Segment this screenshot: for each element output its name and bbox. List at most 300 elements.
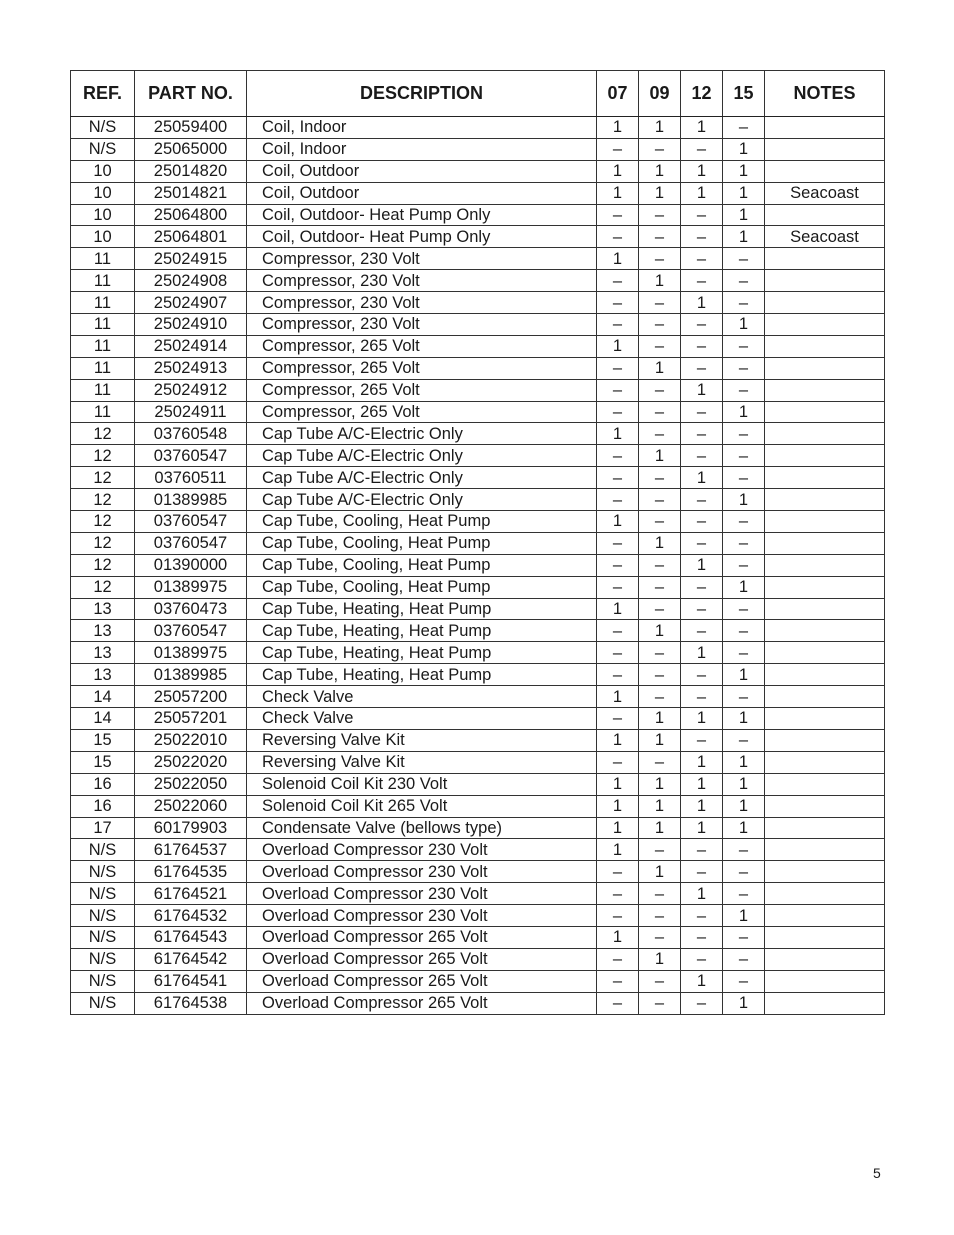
model-07-cell: – <box>597 314 639 336</box>
model-15-cell: – <box>723 117 765 139</box>
ref-cell: 10 <box>71 226 135 248</box>
ref-cell: 14 <box>71 708 135 730</box>
model-07-cell: – <box>597 620 639 642</box>
model-12-cell: 1 <box>681 292 723 314</box>
model-15-cell: 1 <box>723 138 765 160</box>
model-09-cell: – <box>639 204 681 226</box>
model-15-cell: – <box>723 423 765 445</box>
ref-cell: 13 <box>71 598 135 620</box>
table-row <box>71 686 885 708</box>
table-row <box>71 664 885 686</box>
part-no-cell: 61764532 <box>135 905 247 927</box>
part-no-cell: 25064800 <box>135 204 247 226</box>
description-cell: Compressor, 230 Volt <box>247 248 597 270</box>
description-cell: Cap Tube, Cooling, Heat Pump <box>247 511 597 533</box>
ref-cell: 10 <box>71 204 135 226</box>
model-15-cell: 1 <box>723 664 765 686</box>
ref-cell: 14 <box>71 686 135 708</box>
model-15-cell: – <box>723 379 765 401</box>
model-12-cell: – <box>681 686 723 708</box>
notes-cell <box>765 686 885 708</box>
table-row <box>71 204 885 226</box>
model-07-cell: – <box>597 445 639 467</box>
notes-cell <box>765 335 885 357</box>
ref-cell: 11 <box>71 357 135 379</box>
ref-cell: 12 <box>71 489 135 511</box>
model-12-cell: – <box>681 489 723 511</box>
model-12-cell: 1 <box>681 160 723 182</box>
notes-cell <box>765 445 885 467</box>
notes-cell <box>765 357 885 379</box>
table-row <box>71 948 885 970</box>
model-15-cell: 1 <box>723 401 765 423</box>
model-12-cell: – <box>681 729 723 751</box>
description-cell: Overload Compressor 265 Volt <box>247 970 597 992</box>
parts-table <box>70 70 885 1015</box>
description-cell: Cap Tube A/C-Electric Only <box>247 445 597 467</box>
notes-cell <box>765 642 885 664</box>
part-no-cell: 25022050 <box>135 773 247 795</box>
table-row <box>71 532 885 554</box>
header-model-09: 09 <box>639 71 681 117</box>
table-row <box>71 729 885 751</box>
part-no-cell: 25024908 <box>135 270 247 292</box>
page-number: 5 <box>873 1165 881 1181</box>
part-no-cell: 25024910 <box>135 314 247 336</box>
notes-cell <box>765 117 885 139</box>
notes-cell <box>765 598 885 620</box>
model-15-cell: – <box>723 292 765 314</box>
ref-cell: N/S <box>71 905 135 927</box>
description-cell: Cap Tube, Heating, Heat Pump <box>247 642 597 664</box>
model-12-cell: – <box>681 948 723 970</box>
model-12-cell: – <box>681 839 723 861</box>
ref-cell: 17 <box>71 817 135 839</box>
model-07-cell: 1 <box>597 598 639 620</box>
notes-cell: Seacoast <box>765 226 885 248</box>
table-row <box>71 554 885 576</box>
model-12-cell: – <box>681 248 723 270</box>
model-07-cell: – <box>597 992 639 1014</box>
part-no-cell: 25059400 <box>135 117 247 139</box>
model-07-cell: – <box>597 708 639 730</box>
notes-cell <box>765 839 885 861</box>
model-07-cell: – <box>597 554 639 576</box>
description-cell: Cap Tube, Cooling, Heat Pump <box>247 576 597 598</box>
description-cell: Compressor, 230 Volt <box>247 270 597 292</box>
part-no-cell: 25024915 <box>135 248 247 270</box>
table-row <box>71 992 885 1014</box>
model-09-cell: – <box>639 226 681 248</box>
description-cell: Overload Compressor 265 Volt <box>247 992 597 1014</box>
model-09-cell: – <box>639 905 681 927</box>
model-12-cell: – <box>681 926 723 948</box>
part-no-cell: 25022060 <box>135 795 247 817</box>
part-no-cell: 01389985 <box>135 489 247 511</box>
part-no-cell: 01389975 <box>135 642 247 664</box>
model-07-cell: – <box>597 948 639 970</box>
model-15-cell: 1 <box>723 576 765 598</box>
description-cell: Solenoid Coil Kit 230 Volt <box>247 773 597 795</box>
model-12-cell: – <box>681 598 723 620</box>
description-cell: Check Valve <box>247 708 597 730</box>
notes-cell <box>765 708 885 730</box>
table-row <box>71 817 885 839</box>
description-cell: Overload Compressor 230 Volt <box>247 905 597 927</box>
table-row <box>71 905 885 927</box>
part-no-cell: 03760511 <box>135 467 247 489</box>
model-12-cell: – <box>681 357 723 379</box>
model-07-cell: 1 <box>597 248 639 270</box>
ref-cell: 11 <box>71 335 135 357</box>
model-12-cell: – <box>681 226 723 248</box>
part-no-cell: 25057201 <box>135 708 247 730</box>
ref-cell: 11 <box>71 270 135 292</box>
model-12-cell: 1 <box>681 795 723 817</box>
notes-cell <box>765 554 885 576</box>
notes-cell <box>765 576 885 598</box>
ref-cell: 11 <box>71 292 135 314</box>
model-07-cell: – <box>597 532 639 554</box>
ref-cell: 12 <box>71 445 135 467</box>
part-no-cell: 03760548 <box>135 423 247 445</box>
model-12-cell: 1 <box>681 117 723 139</box>
ref-cell: N/S <box>71 992 135 1014</box>
part-no-cell: 61764521 <box>135 883 247 905</box>
ref-cell: 12 <box>71 511 135 533</box>
table-row <box>71 861 885 883</box>
notes-cell <box>765 292 885 314</box>
model-07-cell: 1 <box>597 182 639 204</box>
notes-cell <box>765 489 885 511</box>
ref-cell: N/S <box>71 948 135 970</box>
model-12-cell: – <box>681 532 723 554</box>
model-09-cell: – <box>639 248 681 270</box>
description-cell: Cap Tube A/C-Electric Only <box>247 489 597 511</box>
parts-table-body <box>71 117 885 1015</box>
table-row <box>71 248 885 270</box>
model-12-cell: – <box>681 861 723 883</box>
model-09-cell: 1 <box>639 160 681 182</box>
model-12-cell: 1 <box>681 467 723 489</box>
notes-cell <box>765 423 885 445</box>
ref-cell: 13 <box>71 642 135 664</box>
model-12-cell: 1 <box>681 379 723 401</box>
part-no-cell: 61764543 <box>135 926 247 948</box>
model-12-cell: – <box>681 335 723 357</box>
ref-cell: 12 <box>71 423 135 445</box>
notes-cell <box>765 926 885 948</box>
table-row <box>71 926 885 948</box>
model-15-cell: 1 <box>723 160 765 182</box>
model-15-cell: – <box>723 598 765 620</box>
notes-cell <box>765 138 885 160</box>
model-15-cell: 1 <box>723 905 765 927</box>
notes-cell <box>765 467 885 489</box>
table-row <box>71 182 885 204</box>
part-no-cell: 03760473 <box>135 598 247 620</box>
model-15-cell: 1 <box>723 708 765 730</box>
model-09-cell: – <box>639 642 681 664</box>
notes-cell <box>765 160 885 182</box>
description-cell: Compressor, 230 Volt <box>247 314 597 336</box>
model-07-cell: 1 <box>597 511 639 533</box>
model-07-cell: 1 <box>597 795 639 817</box>
model-09-cell: – <box>639 401 681 423</box>
description-cell: Coil, Indoor <box>247 117 597 139</box>
table-row <box>71 598 885 620</box>
model-12-cell: 1 <box>681 708 723 730</box>
part-no-cell: 61764538 <box>135 992 247 1014</box>
part-no-cell: 61764542 <box>135 948 247 970</box>
model-15-cell: – <box>723 642 765 664</box>
table-row <box>71 467 885 489</box>
model-09-cell: – <box>639 598 681 620</box>
model-12-cell: – <box>681 401 723 423</box>
model-07-cell: – <box>597 401 639 423</box>
model-15-cell: 1 <box>723 773 765 795</box>
table-row <box>71 357 885 379</box>
model-15-cell: – <box>723 839 765 861</box>
model-12-cell: – <box>681 576 723 598</box>
notes-cell <box>765 817 885 839</box>
part-no-cell: 25064801 <box>135 226 247 248</box>
description-cell: Overload Compressor 265 Volt <box>247 926 597 948</box>
model-07-cell: – <box>597 226 639 248</box>
model-15-cell: – <box>723 883 765 905</box>
description-cell: Check Valve <box>247 686 597 708</box>
model-12-cell: – <box>681 270 723 292</box>
description-cell: Coil, Outdoor- Heat Pump Only <box>247 204 597 226</box>
part-no-cell: 01389985 <box>135 664 247 686</box>
description-cell: Cap Tube, Cooling, Heat Pump <box>247 532 597 554</box>
model-07-cell: – <box>597 489 639 511</box>
model-09-cell: – <box>639 926 681 948</box>
header-model-07: 07 <box>597 71 639 117</box>
table-row <box>71 445 885 467</box>
table-row <box>71 160 885 182</box>
header-part-no: PART NO. <box>135 71 247 117</box>
model-09-cell: – <box>639 335 681 357</box>
model-09-cell: – <box>639 314 681 336</box>
model-09-cell: – <box>639 576 681 598</box>
part-no-cell: 01389975 <box>135 576 247 598</box>
ref-cell: 11 <box>71 314 135 336</box>
model-07-cell: 1 <box>597 773 639 795</box>
part-no-cell: 25057200 <box>135 686 247 708</box>
model-09-cell: – <box>639 992 681 1014</box>
part-no-cell: 25024911 <box>135 401 247 423</box>
description-cell: Coil, Outdoor <box>247 160 597 182</box>
model-07-cell: – <box>597 379 639 401</box>
description-cell: Compressor, 265 Volt <box>247 401 597 423</box>
header-description: DESCRIPTION <box>247 71 597 117</box>
model-12-cell: 1 <box>681 554 723 576</box>
model-12-cell: 1 <box>681 642 723 664</box>
model-09-cell: 1 <box>639 708 681 730</box>
model-12-cell: – <box>681 138 723 160</box>
model-09-cell: – <box>639 883 681 905</box>
table-row <box>71 292 885 314</box>
description-cell: Reversing Valve Kit <box>247 751 597 773</box>
notes-cell <box>765 664 885 686</box>
notes-cell <box>765 751 885 773</box>
table-row <box>71 379 885 401</box>
model-15-cell: – <box>723 335 765 357</box>
header-ref: REF. <box>71 71 135 117</box>
model-12-cell: – <box>681 204 723 226</box>
notes-cell <box>765 532 885 554</box>
notes-cell <box>765 204 885 226</box>
model-12-cell: – <box>681 664 723 686</box>
model-12-cell: 1 <box>681 182 723 204</box>
part-no-cell: 25065000 <box>135 138 247 160</box>
model-07-cell: – <box>597 905 639 927</box>
model-15-cell: – <box>723 532 765 554</box>
model-09-cell: 1 <box>639 117 681 139</box>
table-row <box>71 839 885 861</box>
model-09-cell: – <box>639 970 681 992</box>
table-row <box>71 620 885 642</box>
model-07-cell: – <box>597 642 639 664</box>
model-12-cell: 1 <box>681 773 723 795</box>
model-09-cell: – <box>639 138 681 160</box>
model-15-cell: – <box>723 948 765 970</box>
part-no-cell: 25014821 <box>135 182 247 204</box>
table-row <box>71 138 885 160</box>
table-row <box>71 270 885 292</box>
table-row <box>71 576 885 598</box>
model-09-cell: – <box>639 489 681 511</box>
model-07-cell: – <box>597 576 639 598</box>
header-model-12: 12 <box>681 71 723 117</box>
model-12-cell: – <box>681 445 723 467</box>
model-07-cell: – <box>597 270 639 292</box>
table-row <box>71 773 885 795</box>
description-cell: Cap Tube, Heating, Heat Pump <box>247 664 597 686</box>
model-09-cell: 1 <box>639 357 681 379</box>
part-no-cell: 61764541 <box>135 970 247 992</box>
part-no-cell: 25022020 <box>135 751 247 773</box>
model-12-cell: 1 <box>681 817 723 839</box>
notes-cell <box>765 401 885 423</box>
model-07-cell: 1 <box>597 117 639 139</box>
notes-cell: Seacoast <box>765 182 885 204</box>
model-07-cell: – <box>597 664 639 686</box>
notes-cell <box>765 883 885 905</box>
header-notes: NOTES <box>765 71 885 117</box>
ref-cell: 16 <box>71 795 135 817</box>
model-15-cell: – <box>723 970 765 992</box>
part-no-cell: 25014820 <box>135 160 247 182</box>
model-09-cell: 1 <box>639 182 681 204</box>
table-row <box>71 883 885 905</box>
part-no-cell: 25024907 <box>135 292 247 314</box>
ref-cell: 12 <box>71 554 135 576</box>
model-15-cell: 1 <box>723 182 765 204</box>
ref-cell: 10 <box>71 160 135 182</box>
model-09-cell: 1 <box>639 729 681 751</box>
model-15-cell: 1 <box>723 992 765 1014</box>
part-no-cell: 25022010 <box>135 729 247 751</box>
model-09-cell: – <box>639 839 681 861</box>
model-07-cell: 1 <box>597 839 639 861</box>
ref-cell: N/S <box>71 861 135 883</box>
part-no-cell: 25024913 <box>135 357 247 379</box>
ref-cell: 11 <box>71 379 135 401</box>
table-row <box>71 226 885 248</box>
ref-cell: N/S <box>71 883 135 905</box>
model-12-cell: – <box>681 314 723 336</box>
model-09-cell: 1 <box>639 445 681 467</box>
notes-cell <box>765 248 885 270</box>
description-cell: Condensate Valve (bellows type) <box>247 817 597 839</box>
model-15-cell: – <box>723 511 765 533</box>
model-07-cell: – <box>597 357 639 379</box>
description-cell: Overload Compressor 230 Volt <box>247 861 597 883</box>
part-no-cell: 03760547 <box>135 511 247 533</box>
notes-cell <box>765 905 885 927</box>
description-cell: Cap Tube A/C-Electric Only <box>247 423 597 445</box>
table-header-row <box>71 71 885 117</box>
header-model-15: 15 <box>723 71 765 117</box>
model-15-cell: 1 <box>723 204 765 226</box>
part-no-cell: 01390000 <box>135 554 247 576</box>
ref-cell: 12 <box>71 532 135 554</box>
description-cell: Coil, Outdoor- Heat Pump Only <box>247 226 597 248</box>
model-07-cell: – <box>597 138 639 160</box>
model-15-cell: 1 <box>723 751 765 773</box>
notes-cell <box>765 795 885 817</box>
model-07-cell: 1 <box>597 686 639 708</box>
model-07-cell: 1 <box>597 335 639 357</box>
notes-cell <box>765 620 885 642</box>
ref-cell: N/S <box>71 117 135 139</box>
ref-cell: 16 <box>71 773 135 795</box>
model-07-cell: 1 <box>597 423 639 445</box>
notes-cell <box>765 729 885 751</box>
description-cell: Cap Tube, Heating, Heat Pump <box>247 620 597 642</box>
notes-cell <box>765 948 885 970</box>
description-cell: Cap Tube A/C-Electric Only <box>247 467 597 489</box>
notes-cell <box>765 379 885 401</box>
ref-cell: N/S <box>71 138 135 160</box>
part-no-cell: 60179903 <box>135 817 247 839</box>
description-cell: Compressor, 265 Volt <box>247 357 597 379</box>
part-no-cell: 25024914 <box>135 335 247 357</box>
model-15-cell: 1 <box>723 795 765 817</box>
description-cell: Compressor, 230 Volt <box>247 292 597 314</box>
ref-cell: N/S <box>71 970 135 992</box>
description-cell: Overload Compressor 265 Volt <box>247 948 597 970</box>
model-07-cell: – <box>597 861 639 883</box>
notes-cell <box>765 992 885 1014</box>
description-cell: Coil, Outdoor <box>247 182 597 204</box>
model-12-cell: 1 <box>681 970 723 992</box>
notes-cell <box>765 970 885 992</box>
notes-cell <box>765 270 885 292</box>
model-09-cell: – <box>639 554 681 576</box>
ref-cell: 13 <box>71 664 135 686</box>
model-09-cell: – <box>639 686 681 708</box>
model-15-cell: 1 <box>723 489 765 511</box>
description-cell: Coil, Indoor <box>247 138 597 160</box>
table-row <box>71 970 885 992</box>
model-09-cell: – <box>639 423 681 445</box>
model-07-cell: 1 <box>597 817 639 839</box>
model-07-cell: 1 <box>597 160 639 182</box>
notes-cell <box>765 314 885 336</box>
